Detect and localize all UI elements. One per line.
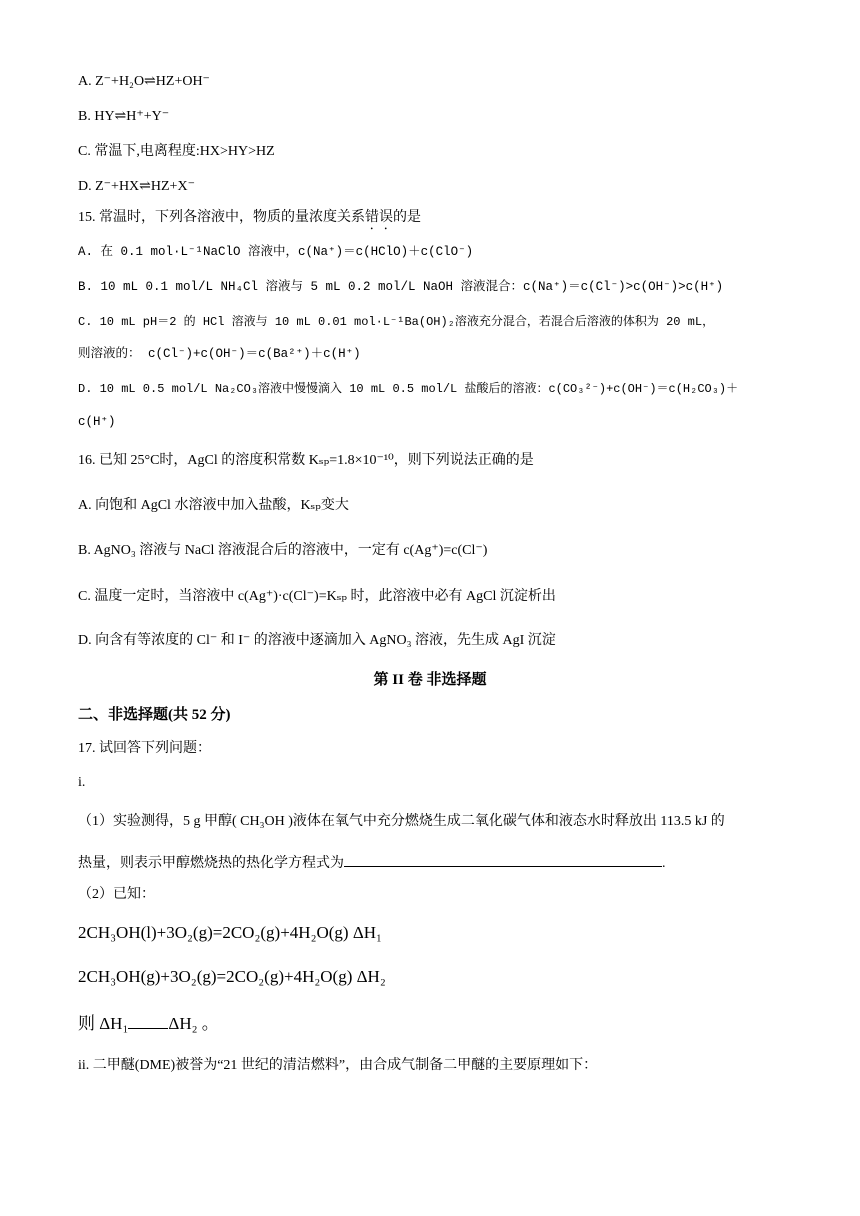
q15-stem-emphasis: 错误: [365, 210, 393, 225]
q15-option-d-line2: c(H⁺): [78, 415, 116, 429]
q17-compare-line: [78, 1014, 219, 1034]
compare-right: ΔH₂ 。: [168, 1014, 219, 1033]
q15-option-b: B. 10 mL 0.1 mol/L NH₄Cl 溶液与 5 mL 0.2 mol/L NaOH 溶液混合：c(Na⁺)＝c(Cl⁻)>c(OH⁻)>c(H⁺): [78, 280, 724, 294]
q15-stem-text: 15. 常温时，下列各溶液中，物质的量浓度关系: [78, 210, 365, 225]
section-two-heading: 二、非选择题(共 52 分): [78, 707, 231, 723]
q17-1-period: .: [662, 856, 666, 871]
equation-1: 2CH₃OH(l)+3O₂(g)=2CO₂(g)+4H₂O(g) ΔH₁: [78, 923, 382, 942]
q15-stem: [78, 208, 421, 233]
q15-option-a: A. 在 0.1 mol·L⁻¹NaClO 溶液中，c(Na⁺)＝c(HClO)＋c(ClO⁻): [78, 245, 474, 259]
answer-blank-compare[interactable]: [128, 1014, 168, 1029]
equation-2: 2CH₃OH(g)+3O₂(g)=2CO₂(g)+4H₂O(g) ΔH₂: [78, 967, 386, 986]
q17-part-ii: ii. 二甲醚(DME)被誉为“21 世纪的清洁燃料”，由合成气制备二甲醚的主要原理如下：: [78, 1058, 598, 1073]
q14-option-d: D. Z⁻+HX⇌HZ+X⁻: [78, 179, 195, 194]
q15-option-c-line2: 则溶液的： c(Cl⁻)+c(OH⁻)＝c(Ba²⁺)＋c(H⁺): [78, 347, 361, 361]
q17-2-label: （2）已知：: [78, 887, 155, 902]
q14-option-b: B. HY⇌H⁺+Y⁻: [78, 109, 170, 124]
part-two-title: 第 II 卷 非选择题: [373, 672, 487, 688]
q17-1-line2: [78, 852, 666, 874]
q15-option-d-line1: D. 10 mL 0.5 mol/L Na₂CO₃溶液中慢慢滴入 10 mL 0.5 mol/L 盐酸后的溶液：c(CO₃²⁻)+c(OH⁻)＝c(H₂CO₃)＋: [78, 382, 739, 396]
q14-option-a: A. Z⁻+H₂O⇌HZ+OH⁻: [78, 74, 210, 89]
q17-part-i: i.: [78, 775, 86, 790]
q17-stem: 17. 试回答下列问题：: [78, 741, 211, 756]
q16-option-d: D. 向含有等浓度的 Cl⁻ 和 I⁻ 的溶液中逐滴加入 AgNO₃ 溶液，先生成 AgI 沉淀: [78, 633, 556, 648]
q15-stem-tail: 的是: [393, 210, 421, 225]
q16-option-c: C. 温度一定时，当溶液中 c(Ag⁺)·c(Cl⁻)=Kₛₚ 时，此溶液中必有 AgCl 沉淀析出: [78, 589, 556, 604]
q16-option-b: B. AgNO₃ 溶液与 NaCl 溶液混合后的溶液中，一定有 c(Ag⁺)=c(Cl⁻): [78, 543, 488, 558]
q17-1-line1: （1）实验测得，5 g 甲醇( CH₃OH )液体在氧气中充分燃烧生成二氧化碳气体和液态水时释放出 113.5 kJ 的: [78, 814, 725, 829]
q16-option-a: A. 向饱和 AgCl 水溶液中加入盐酸，Kₛₚ变大: [78, 498, 349, 513]
compare-left: 则 ΔH₁: [78, 1014, 129, 1033]
q17-1-text: 热量，则表示甲醇燃烧热的热化学方程式为: [78, 856, 344, 871]
answer-blank-equation[interactable]: [344, 852, 662, 867]
q16-stem: 16. 已知 25°C时，AgCl 的溶度积常数 Kₛₚ=1.8×10⁻¹⁰，则下列说法正确的是: [78, 453, 534, 468]
q15-option-c-line1: C. 10 mL pH＝2 的 HCl 溶液与 10 mL 0.01 mol·L⁻¹Ba(OH)₂溶液充分混合，若混合后溶液的体积为 20 mL，: [78, 315, 715, 329]
q14-option-c: C. 常温下,电离程度:HX>HY>HZ: [78, 144, 275, 159]
